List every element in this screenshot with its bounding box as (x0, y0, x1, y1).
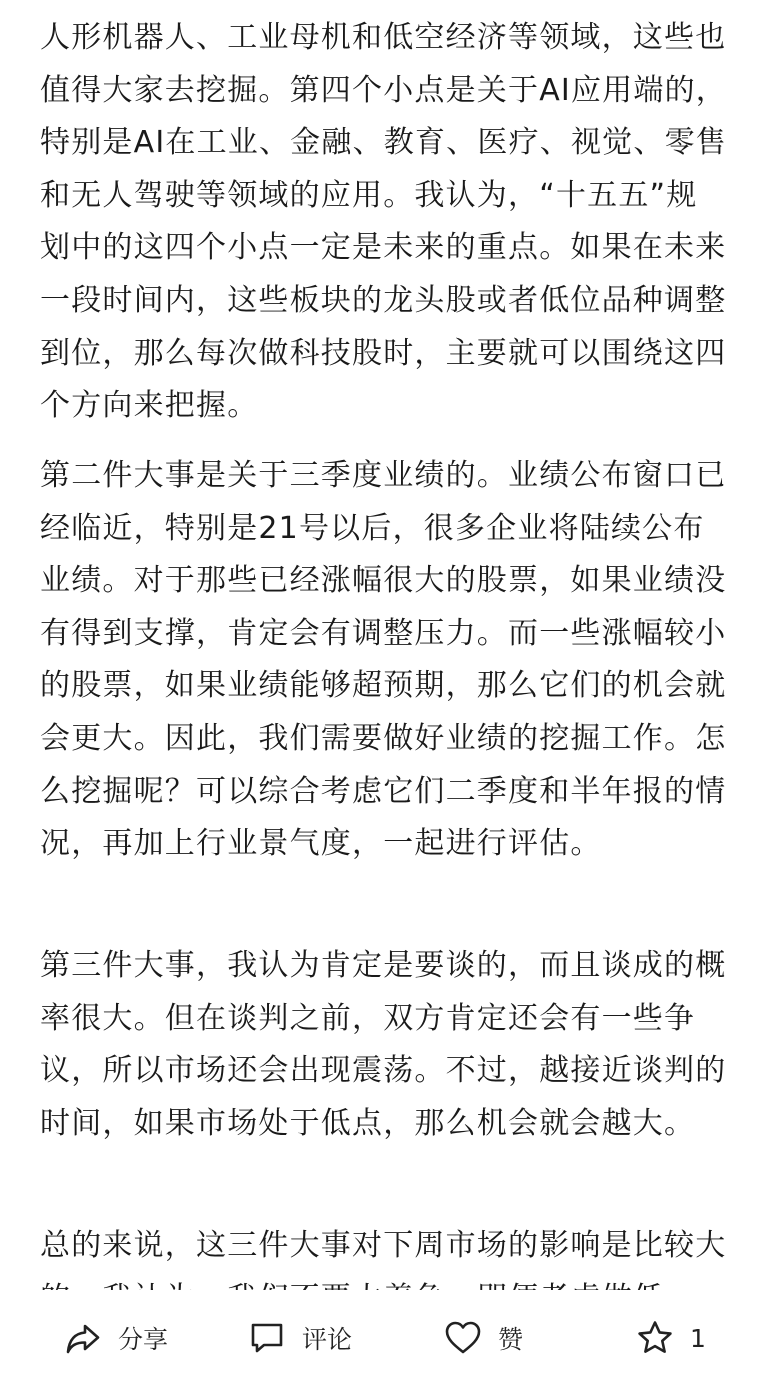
like-label: 赞 (498, 1325, 524, 1354)
article-paragraph: 第三件大事，我认为肯定是要谈的，而且谈成的概率很大。但在谈判之前，双方肯定还会有一些争议，所以市场还会出现震荡。不过，越接近谈判的时间，如果市场处于低点，那么机会就会越大。 (40, 948, 727, 1141)
heart-icon (444, 1319, 482, 1357)
article-paragraph: 第二件大事是关于三季度业绩的。业绩公布窗口已经临近，特别是21号以后，很多企业将陆续公布业绩。对于那些已经涨幅很大的股票，如果业绩没有得到支撑，肯定会有调整压力。而一些涨幅较小的股票，如果业绩能够超预期，那么它们的机会就会更大。因此，我们需要做好业绩的挖掘工作。怎么挖掘呢？可以综合考虑它们二季度和半年报的情况，再加上行业景气度，一起进行评估。 (40, 458, 727, 862)
star-icon (636, 1319, 674, 1357)
share-arrow-icon (64, 1319, 102, 1357)
comment-button[interactable] (248, 1290, 352, 1386)
like-button[interactable] (444, 1290, 523, 1386)
share-button[interactable] (64, 1290, 168, 1386)
favorite-count: 1 (690, 1323, 706, 1353)
article-paragraph: 人形机器人、工业母机和低空经济等领域，这些也值得大家去挖掘。第四个小点是关于AI应用端的，特别是AI在工业、金融、教育、医疗、视觉、零售和无人驾驶等领域的应用。我认为，“十五五”规划中的这四个小点一定是未来的重点。如果在未来一段时间内，这些板块的龙头股或者低位品种调整到位，那么每次做科技股时，主要就可以围绕这四个方向来把握。 (40, 20, 727, 424)
comment-bubble-icon (248, 1319, 286, 1357)
bottom-action-bar (0, 1290, 769, 1396)
share-label: 分享 (118, 1325, 169, 1354)
article-paragraph: 总的来说，这三件大事对下周市场的影响是比较大 (40, 1228, 727, 1263)
favorite-button[interactable] (636, 1290, 706, 1386)
comment-label: 评论 (302, 1325, 353, 1354)
